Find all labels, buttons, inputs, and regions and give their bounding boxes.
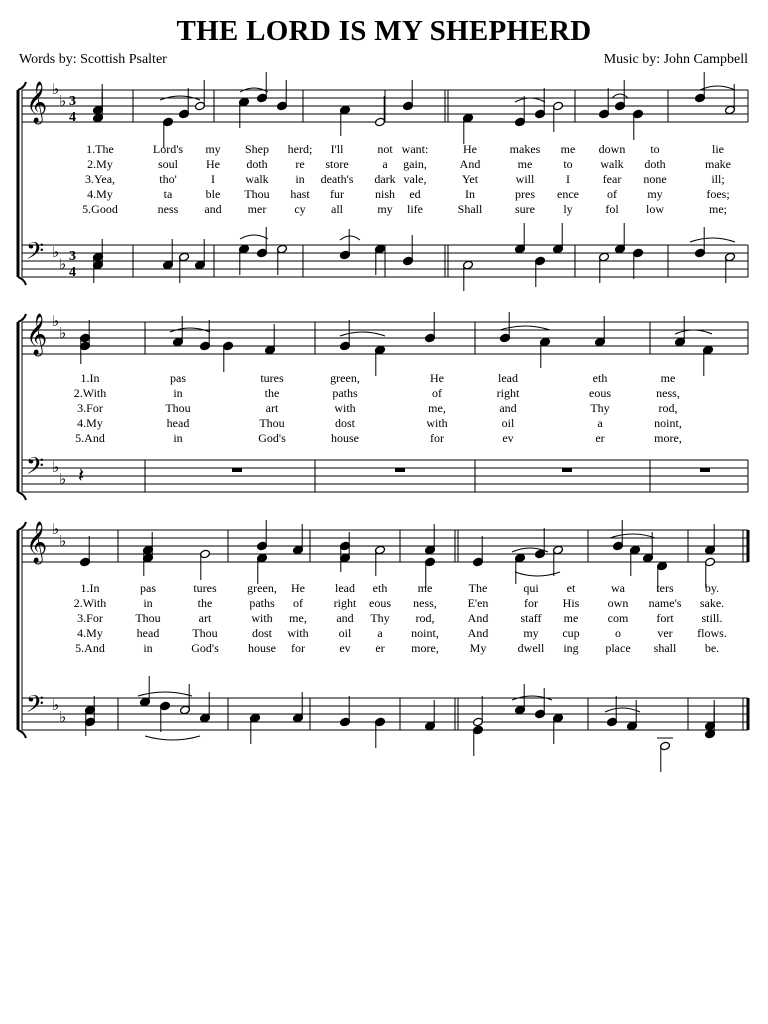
slur (138, 692, 192, 696)
lyric-syllable: rod, (415, 611, 435, 625)
lyric-syllable: eous (589, 386, 611, 400)
lyric-syllable: me (563, 611, 579, 625)
flat-icon: ♭ (52, 520, 60, 538)
lyric-syllable: Thou (165, 401, 191, 415)
flat-icon: ♭ (59, 532, 67, 550)
lyric-syllable: gain, (403, 157, 427, 171)
slur (605, 708, 640, 712)
time-signature-top: 3 (69, 94, 76, 109)
time-signature-bottom: 4 (69, 265, 76, 280)
lyric-syllable: will (515, 172, 535, 186)
lyric-syllable: in (173, 431, 183, 445)
lyric-syllable: Shall (457, 202, 483, 216)
lyric-syllable: 2.With (73, 386, 107, 400)
lyric-syllable: of (607, 187, 617, 201)
lyric-syllable: eth (372, 581, 388, 595)
lyric-syllable: more, (411, 641, 439, 655)
lyric-syllable: walk (245, 172, 269, 186)
lyric-syllable: ters (656, 581, 674, 595)
time-signature-top: 3 (69, 249, 76, 264)
bass-clef-icon: 𝄢 (26, 452, 45, 485)
lyric-syllable: down (598, 142, 626, 156)
lyric-syllable: 1.In (80, 581, 100, 595)
lyric-syllable: 5.And (75, 431, 105, 445)
bracket-hook (18, 492, 26, 500)
lyric-syllable: ing (563, 641, 579, 655)
lyric-syllable: He (430, 371, 444, 385)
flat-icon: ♭ (52, 312, 60, 330)
lyric-syllable: ly (563, 202, 573, 216)
lyric-syllable: 3.For (77, 401, 103, 415)
lyric-syllable: tures (193, 581, 217, 595)
lyric-syllable: cup (562, 626, 580, 640)
lyric-syllable: art (198, 611, 212, 625)
lyric-syllable: 2.With (73, 596, 107, 610)
lyric-syllable: with (334, 401, 356, 415)
lyric-syllable: not (377, 142, 393, 156)
lyric-syllable: place (605, 641, 631, 655)
lyric-syllable: dost (251, 626, 273, 640)
slur (145, 736, 200, 740)
slur (675, 330, 712, 334)
lyric-syllable: oil (338, 626, 352, 640)
lyric-syllable: 5.Good (82, 202, 118, 216)
lyric-syllable: me, (289, 611, 307, 625)
flat-icon: ♭ (52, 243, 60, 261)
lyric-syllable: sure (515, 202, 535, 216)
lyric-syllable: doth (644, 157, 666, 171)
lyric-syllable: fort (656, 611, 674, 625)
lyric-syllable: And (467, 611, 489, 625)
lyric-syllable: and (499, 401, 517, 415)
lyric-syllable: more, (654, 431, 682, 445)
lyric-syllable: all (331, 202, 343, 216)
lyric-syllable: mer (247, 202, 267, 216)
lyric-syllable: none (643, 172, 667, 186)
lyric-syllable: name's (648, 596, 682, 610)
treble-clef-icon: 𝄞 (26, 82, 48, 123)
lyric-syllable: make (705, 157, 731, 171)
lyric-syllable: ence (557, 187, 579, 201)
lyric-syllable: er (595, 431, 605, 445)
whole-rest (700, 468, 710, 472)
lyric-syllable: staff (520, 611, 542, 625)
lyric-syllable: He (291, 581, 305, 595)
lyric-syllable: 4.My (77, 626, 103, 640)
lyric-syllable: my (647, 187, 663, 201)
lyric-syllable: Thou (135, 611, 161, 625)
lyric-syllable: soul (157, 157, 179, 171)
lyric-syllable: eth (592, 371, 608, 385)
lyric-syllable: 1.The (86, 142, 114, 156)
lyric-syllable: my (377, 202, 393, 216)
whole-rest (232, 468, 242, 472)
flat-icon: ♭ (52, 80, 60, 98)
slur (240, 235, 268, 239)
lyric-syllable: the (197, 596, 213, 610)
lyric-syllable: herd; (287, 142, 313, 156)
lyric-syllable: head (136, 626, 160, 640)
lyric-syllable: me; (709, 202, 727, 216)
lyric-syllable: rod, (658, 401, 678, 415)
lyric-syllable: and (336, 611, 354, 625)
lyric-syllable: makes (509, 142, 541, 156)
slur (700, 86, 735, 90)
lyric-syllable: ness (157, 202, 179, 216)
lyric-syllable: to (650, 142, 660, 156)
lyric-syllable: a (382, 157, 388, 171)
lyric-syllable: in (173, 386, 183, 400)
lyric-syllable: right (496, 386, 520, 400)
lyric-syllable: of (432, 386, 442, 400)
lyric-syllable: ed (409, 187, 421, 201)
bass-clef-icon: 𝄢 (26, 237, 45, 270)
lyric-syllable: low (646, 202, 664, 216)
lyric-syllable: pas (170, 371, 186, 385)
slur (690, 238, 735, 242)
lyric-syllable: me (660, 371, 676, 385)
lyric-syllable: in (143, 596, 153, 610)
slur (515, 572, 560, 576)
lyric-syllable: by. (704, 581, 720, 595)
lyric-syllable: fol (605, 202, 619, 216)
bracket-hook (18, 82, 26, 90)
lyric-syllable: dost (334, 416, 356, 430)
lyric-syllable: 1.In (80, 371, 100, 385)
slur (340, 236, 360, 240)
lyric-syllable: I (566, 172, 570, 186)
lyric-syllable: right (333, 596, 357, 610)
slur (340, 332, 385, 336)
lyric-syllable: re (295, 157, 305, 171)
lyric-syllable: foes; (706, 187, 730, 201)
lyric-syllable: my (205, 142, 221, 156)
slur (612, 94, 628, 98)
lyric-syllable: in (143, 641, 153, 655)
lyric-syllable: want: (401, 142, 429, 156)
lyric-syllable: and (204, 202, 222, 216)
lyric-syllable: pres (515, 187, 535, 201)
lyric-syllable: 4.My (87, 187, 113, 201)
lyric-syllable: My (469, 641, 487, 655)
music-credit: Music by: John Campbell (603, 52, 748, 67)
lyric-syllable: ev (339, 641, 351, 655)
bracket-hook (18, 522, 26, 530)
lyric-syllable: et (566, 581, 576, 595)
lyric-syllable: fur (330, 187, 344, 201)
lyric-syllable: qui (523, 581, 539, 595)
lyric-syllable: His (562, 596, 580, 610)
flat-icon: ♭ (52, 458, 60, 476)
lyric-syllable: for (430, 431, 444, 445)
flat-icon: ♭ (59, 470, 67, 488)
lyric-syllable: ness, (656, 386, 680, 400)
lyric-syllable: lead (498, 371, 518, 385)
lyric-syllable: God's (258, 431, 286, 445)
hymn-title: THE LORD IS MY SHEPHERD (176, 15, 592, 47)
slur (610, 534, 655, 538)
lyric-syllable: noint, (654, 416, 682, 430)
lyric-syllable: Thou (192, 626, 218, 640)
lyric-syllable: green, (330, 371, 360, 385)
lyric-syllable: E'en (467, 596, 489, 610)
lyric-syllable: ev (502, 431, 514, 445)
lyric-syllable: paths (332, 386, 358, 400)
lyric-syllable: me (560, 142, 576, 156)
flat-icon: ♭ (59, 708, 67, 726)
lyric-syllable: 3.For (77, 611, 103, 625)
lyric-syllable: ill; (711, 172, 725, 186)
lyric-syllable: for (291, 641, 305, 655)
words-credit: Words by: Scottish Psalter (19, 52, 167, 67)
lyric-syllable: lead (335, 581, 355, 595)
lyric-syllable: fear (602, 172, 622, 186)
slur (515, 98, 545, 102)
lyric-syllable: with (251, 611, 273, 625)
lyric-syllable: dark (374, 172, 396, 186)
lyric-syllable: oil (501, 416, 515, 430)
lyric-syllable: with (287, 626, 309, 640)
lyric-syllable: God's (191, 641, 219, 655)
lyric-syllable: He (463, 142, 477, 156)
lyric-syllable: Thou (244, 187, 270, 201)
lyric-syllable: dwell (517, 641, 545, 655)
treble-clef-icon: 𝄞 (26, 314, 48, 355)
lyric-syllable: Thy (590, 401, 610, 415)
whole-rest (562, 468, 572, 472)
lyric-syllable: ta (163, 187, 173, 201)
lyric-syllable: Thou (259, 416, 285, 430)
lyric-syllable: a (377, 626, 383, 640)
flat-icon: ♭ (52, 696, 60, 714)
lyric-syllable: doth (246, 157, 268, 171)
lyric-syllable: house (248, 641, 276, 655)
bass-clef-icon: 𝄢 (26, 690, 45, 723)
lyric-syllable: me, (428, 401, 446, 415)
lyric-syllable: And (459, 157, 481, 171)
lyric-syllable: 4.My (77, 416, 103, 430)
lyric-syllable: house (331, 431, 359, 445)
lyric-syllable: shall (653, 641, 677, 655)
lyric-syllable: of (293, 596, 303, 610)
quarter-rest-icon: 𝄽 (78, 463, 85, 487)
lyric-syllable: death's (320, 172, 354, 186)
lyric-syllable: green, (247, 581, 277, 595)
lyric-syllable: vale, (403, 172, 427, 186)
lyric-syllable: tures (260, 371, 284, 385)
lyric-syllable: with (426, 416, 448, 430)
lyric-syllable: in (295, 172, 305, 186)
lyric-syllable: flows. (697, 626, 727, 640)
lyric-syllable: ness, (413, 596, 437, 610)
lyric-syllable: walk (600, 157, 624, 171)
lyric-syllable: hast (290, 187, 310, 201)
whole-rest (395, 468, 405, 472)
treble-clef-icon: 𝄞 (26, 522, 48, 563)
lyric-syllable: art (265, 401, 279, 415)
lyric-syllable: my (523, 626, 539, 640)
lyric-syllable: to (563, 157, 573, 171)
lyric-syllable: Shep (245, 142, 269, 156)
lyric-syllable: the (264, 386, 280, 400)
lyric-syllable: paths (249, 596, 275, 610)
flat-icon: ♭ (59, 255, 67, 273)
lyric-syllable: com (607, 611, 629, 625)
lyric-syllable: 2.My (87, 157, 113, 171)
time-signature-bottom: 4 (69, 110, 76, 125)
lyric-syllable: tho' (159, 172, 177, 186)
lyric-syllable: me (417, 581, 433, 595)
lyric-syllable: 5.And (75, 641, 105, 655)
lyric-syllable: a (597, 416, 603, 430)
lyric-syllable: ver (657, 626, 673, 640)
lyric-syllable: I (211, 172, 215, 186)
lyric-syllable: 3.Yea, (84, 172, 116, 186)
lyric-syllable: pas (140, 581, 156, 595)
bracket-hook (18, 314, 26, 322)
lyric-syllable: And (467, 626, 489, 640)
lyric-syllable: head (166, 416, 190, 430)
flat-icon: ♭ (59, 324, 67, 342)
lyric-syllable: In (465, 187, 475, 201)
lyric-syllable: me (517, 157, 533, 171)
lyric-syllable: for (524, 596, 538, 610)
lyric-syllable: cy (294, 202, 306, 216)
lyric-syllable: o (615, 626, 621, 640)
lyric-syllable: lie (712, 142, 724, 156)
lyric-syllable: noint, (411, 626, 439, 640)
lyric-syllable: Yet (461, 172, 479, 186)
lyric-syllable: still. (701, 611, 723, 625)
lyric-syllable: Thy (370, 611, 390, 625)
lyric-syllable: Lord's (152, 142, 184, 156)
lyric-syllable: er (375, 641, 385, 655)
lyric-syllable: own (607, 596, 629, 610)
bracket-hook (18, 730, 26, 738)
flat-icon: ♭ (59, 92, 67, 110)
slur (500, 326, 550, 330)
lyric-syllable: I'll (330, 142, 344, 156)
lyric-syllable: ble (205, 187, 221, 201)
lyric-syllable: sake. (699, 596, 725, 610)
lyric-syllable: The (468, 581, 488, 595)
lyric-syllable: store (325, 157, 349, 171)
lyric-syllable: eous (369, 596, 391, 610)
lyric-syllable: life (407, 202, 423, 216)
bracket-hook (18, 277, 26, 285)
lyric-syllable: He (206, 157, 220, 171)
lyric-syllable: be. (704, 641, 720, 655)
lyric-syllable: wa (611, 581, 625, 595)
lyric-syllable: nish (374, 187, 396, 201)
